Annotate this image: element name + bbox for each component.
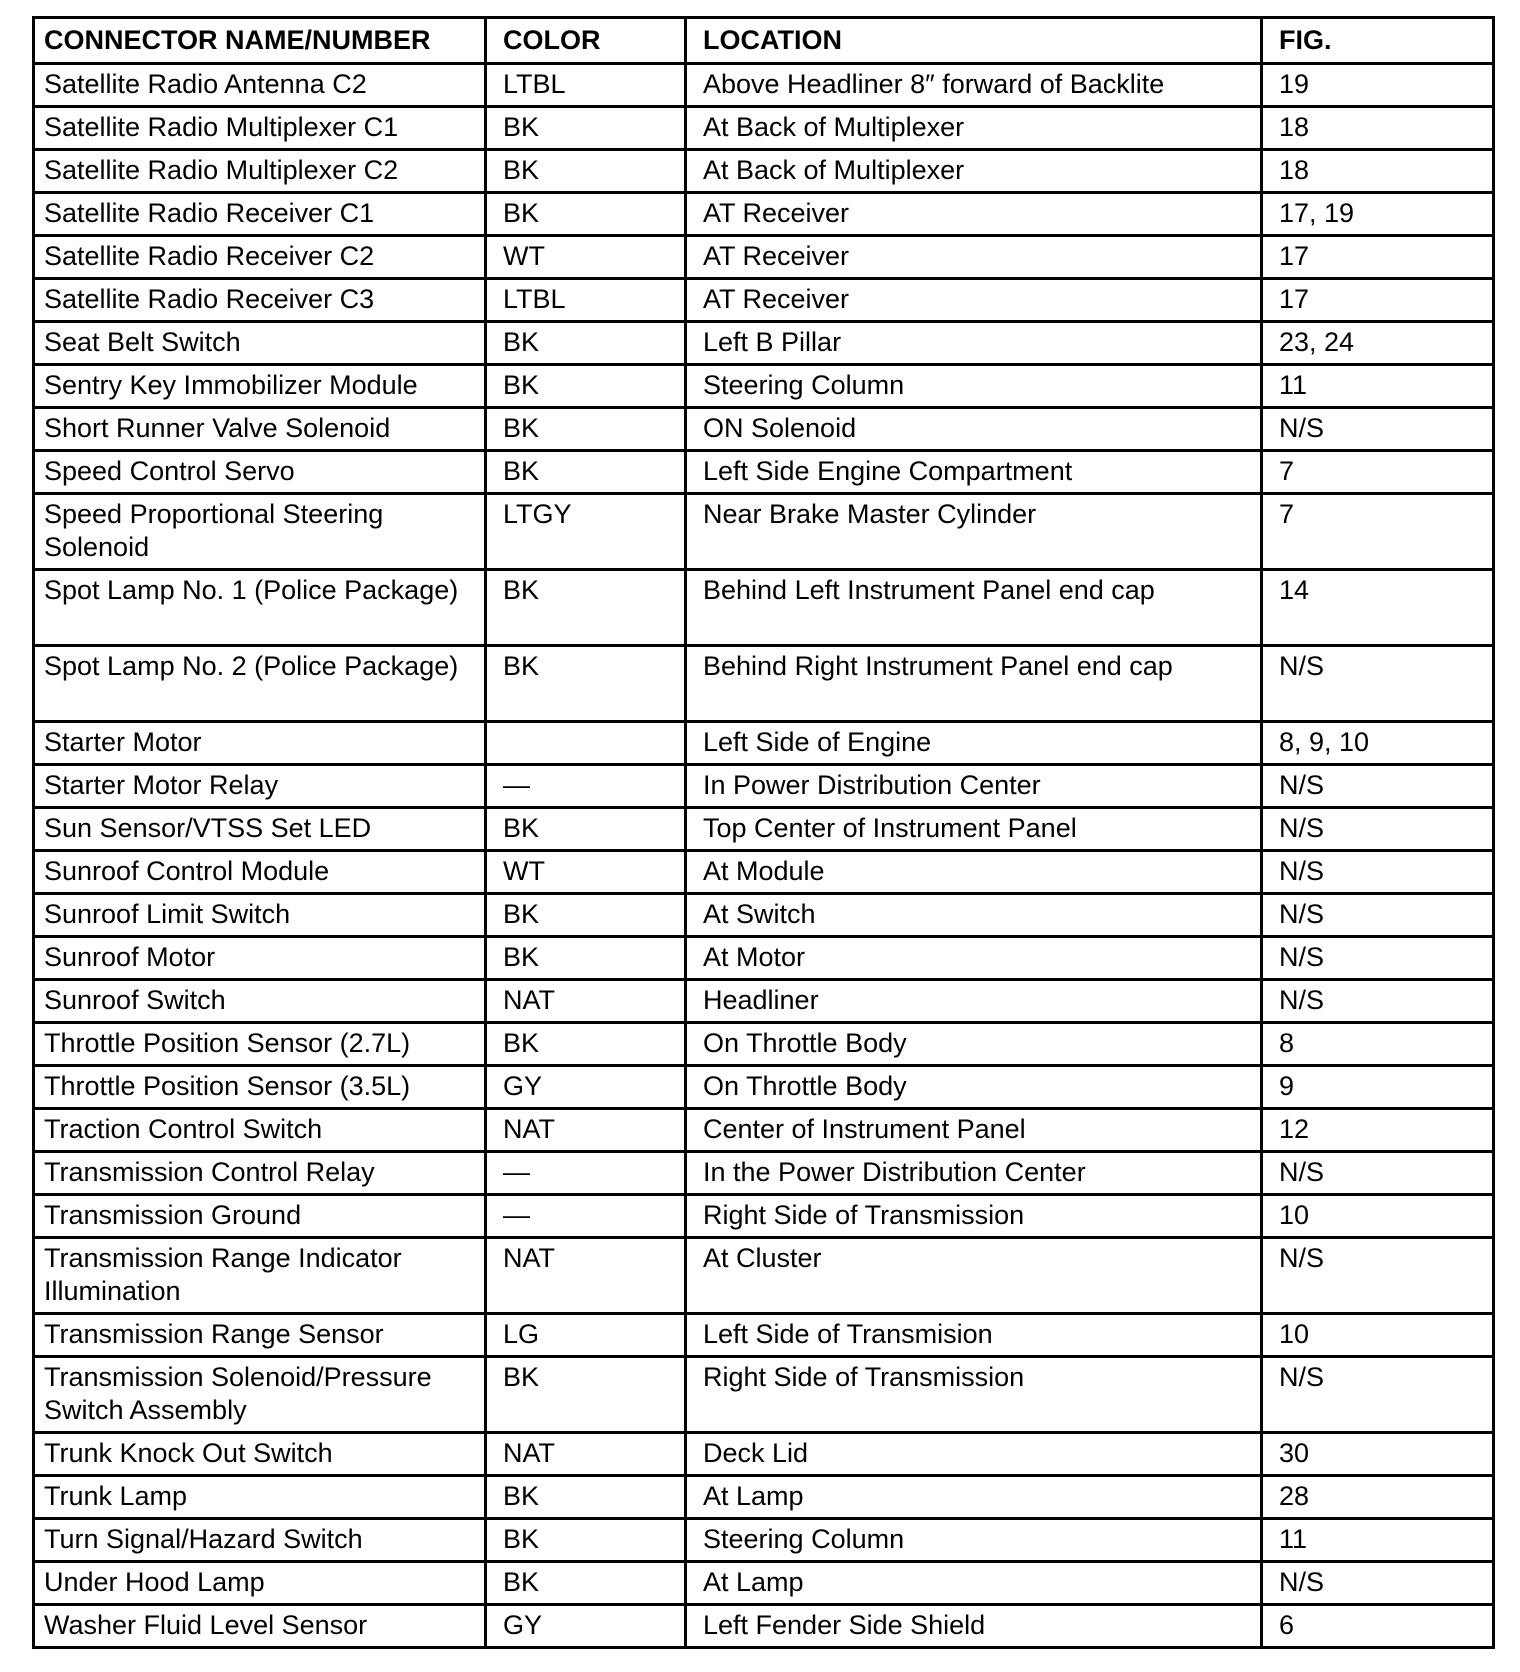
header-connector-name: CONNECTOR NAME/NUMBER [34,18,486,64]
cell-connector-name: Washer Fluid Level Sensor [34,1605,486,1648]
cell-fig: 18 [1262,107,1494,150]
cell-location: Headliner [686,980,1262,1023]
cell-color: BK [486,408,686,451]
cell-connector-name: Sun Sensor/VTSS Set LED [34,808,486,851]
cell-location: Right Side of Transmission [686,1195,1262,1238]
table-row [34,1109,1494,1152]
table-row [34,765,1494,808]
cell-color: — [486,1152,686,1195]
cell-connector-name: Satellite Radio Receiver C3 [34,279,486,322]
cell-color: BK [486,1519,686,1562]
cell-connector-name: Satellite Radio Receiver C1 [34,193,486,236]
cell-color: NAT [486,1433,686,1476]
cell-connector-name: Sunroof Motor [34,937,486,980]
table-row [34,1476,1494,1519]
cell-fig: N/S [1262,1562,1494,1605]
cell-color: BK [486,894,686,937]
cell-location: Steering Column [686,365,1262,408]
cell-location: Deck Lid [686,1433,1262,1476]
cell-color: BK [486,646,686,722]
cell-connector-name: Sunroof Control Module [34,851,486,894]
table-body [34,64,1494,1648]
cell-fig: N/S [1262,937,1494,980]
cell-location: AT Receiver [686,279,1262,322]
table-row [34,1519,1494,1562]
cell-fig: N/S [1262,808,1494,851]
header-fig: FIG. [1262,18,1494,64]
cell-location: At Back of Multiplexer [686,107,1262,150]
cell-color: LG [486,1314,686,1357]
cell-fig: 11 [1262,365,1494,408]
cell-connector-name: Starter Motor Relay [34,765,486,808]
cell-location: At Lamp [686,1562,1262,1605]
cell-color: BK [486,193,686,236]
cell-connector-name: Satellite Radio Multiplexer C1 [34,107,486,150]
cell-color: BK [486,1476,686,1519]
cell-fig: 28 [1262,1476,1494,1519]
cell-color: — [486,765,686,808]
cell-color: GY [486,1066,686,1109]
table-row [34,236,1494,279]
cell-connector-name: Satellite Radio Receiver C2 [34,236,486,279]
cell-fig: 30 [1262,1433,1494,1476]
cell-color: BK [486,365,686,408]
cell-fig: 14 [1262,570,1494,646]
cell-color: BK [486,107,686,150]
cell-location: At Lamp [686,1476,1262,1519]
cell-fig: 8 [1262,1023,1494,1066]
cell-fig: 18 [1262,150,1494,193]
connector-location-table [32,16,1495,1649]
cell-location: Steering Column [686,1519,1262,1562]
table-row [34,193,1494,236]
cell-location: In Power Distribution Center [686,765,1262,808]
table-row [34,1605,1494,1648]
cell-fig: 10 [1262,1314,1494,1357]
cell-location: In the Power Distribution Center [686,1152,1262,1195]
table-row [34,1238,1494,1314]
table-row [34,451,1494,494]
cell-connector-name: Transmission Solenoid/Pressure Switch Assembly [34,1357,486,1433]
cell-location: Behind Right Instrument Panel end cap [686,646,1262,722]
cell-location: Above Headliner 8″ forward of Backlite [686,64,1262,107]
table-row [34,894,1494,937]
cell-location: At Motor [686,937,1262,980]
cell-connector-name: Transmission Range Sensor [34,1314,486,1357]
table-row [34,1357,1494,1433]
cell-connector-name: Throttle Position Sensor (3.5L) [34,1066,486,1109]
cell-location: On Throttle Body [686,1023,1262,1066]
table-row [34,279,1494,322]
table-row [34,722,1494,765]
table-row [34,322,1494,365]
cell-fig: 19 [1262,64,1494,107]
cell-location: At Cluster [686,1238,1262,1314]
cell-color: GY [486,1605,686,1648]
cell-fig: N/S [1262,1152,1494,1195]
header-location: LOCATION [686,18,1262,64]
cell-color: BK [486,451,686,494]
table-row [34,851,1494,894]
cell-color: BK [486,150,686,193]
cell-connector-name: Transmission Control Relay [34,1152,486,1195]
cell-fig: 8, 9, 10 [1262,722,1494,765]
table-row [34,1562,1494,1605]
table-row [34,808,1494,851]
cell-connector-name: Throttle Position Sensor (2.7L) [34,1023,486,1066]
table-row [34,646,1494,722]
cell-connector-name: Speed Proportional Steering Solenoid [34,494,486,570]
table-row [34,1152,1494,1195]
cell-location: Left Side of Engine [686,722,1262,765]
cell-location: AT Receiver [686,236,1262,279]
cell-color: WT [486,851,686,894]
cell-connector-name: Transmission Range Indicator Illumination [34,1238,486,1314]
cell-connector-name: Short Runner Valve Solenoid [34,408,486,451]
cell-fig: 17 [1262,236,1494,279]
cell-color: NAT [486,1109,686,1152]
cell-connector-name: Starter Motor [34,722,486,765]
table-row [34,494,1494,570]
table-row [34,1023,1494,1066]
cell-location: Left B Pillar [686,322,1262,365]
table-row [34,408,1494,451]
table-row [34,150,1494,193]
cell-fig: 6 [1262,1605,1494,1648]
cell-color: NAT [486,1238,686,1314]
table-header-row [34,18,1494,64]
cell-connector-name: Spot Lamp No. 2 (Police Package) [34,646,486,722]
table-row [34,1066,1494,1109]
cell-location: Behind Left Instrument Panel end cap [686,570,1262,646]
cell-location: AT Receiver [686,193,1262,236]
cell-fig: 23, 24 [1262,322,1494,365]
table-row [34,570,1494,646]
cell-connector-name: Sunroof Switch [34,980,486,1023]
cell-fig: 11 [1262,1519,1494,1562]
cell-fig: 12 [1262,1109,1494,1152]
cell-location: Right Side of Transmission [686,1357,1262,1433]
cell-color: BK [486,570,686,646]
cell-location: Left Side Engine Compartment [686,451,1262,494]
cell-connector-name: Traction Control Switch [34,1109,486,1152]
cell-color: BK [486,1357,686,1433]
table-row [34,980,1494,1023]
table-row [34,1314,1494,1357]
cell-location: Near Brake Master Cylinder [686,494,1262,570]
cell-color: LTBL [486,279,686,322]
cell-fig: 7 [1262,494,1494,570]
connector-table-sheet [32,16,1492,1649]
table-row [34,107,1494,150]
cell-location: At Switch [686,894,1262,937]
cell-connector-name: Satellite Radio Multiplexer C2 [34,150,486,193]
cell-fig: N/S [1262,765,1494,808]
cell-connector-name: Turn Signal/Hazard Switch [34,1519,486,1562]
cell-fig: N/S [1262,894,1494,937]
cell-location: Left Fender Side Shield [686,1605,1262,1648]
cell-fig: N/S [1262,1357,1494,1433]
cell-location: At Module [686,851,1262,894]
cell-fig: N/S [1262,1238,1494,1314]
cell-color: BK [486,1023,686,1066]
cell-connector-name: Under Hood Lamp [34,1562,486,1605]
cell-fig: N/S [1262,408,1494,451]
cell-connector-name: Seat Belt Switch [34,322,486,365]
cell-location: Top Center of Instrument Panel [686,808,1262,851]
cell-connector-name: Trunk Knock Out Switch [34,1433,486,1476]
header-color: COLOR [486,18,686,64]
cell-fig: 17, 19 [1262,193,1494,236]
cell-color: NAT [486,980,686,1023]
cell-location: ON Solenoid [686,408,1262,451]
cell-connector-name: Speed Control Servo [34,451,486,494]
table-row [34,365,1494,408]
cell-fig: N/S [1262,646,1494,722]
cell-color: WT [486,236,686,279]
cell-connector-name: Sentry Key Immobilizer Module [34,365,486,408]
cell-color: BK [486,322,686,365]
table-row [34,937,1494,980]
table-row [34,1195,1494,1238]
cell-fig: 17 [1262,279,1494,322]
cell-color: BK [486,1562,686,1605]
cell-fig: 10 [1262,1195,1494,1238]
cell-connector-name: Sunroof Limit Switch [34,894,486,937]
cell-location: On Throttle Body [686,1066,1262,1109]
cell-connector-name: Transmission Ground [34,1195,486,1238]
cell-color: LTBL [486,64,686,107]
cell-color: — [486,1195,686,1238]
cell-color: LTGY [486,494,686,570]
cell-color [486,722,686,765]
cell-connector-name: Trunk Lamp [34,1476,486,1519]
cell-color: BK [486,937,686,980]
cell-fig: N/S [1262,851,1494,894]
cell-fig: 7 [1262,451,1494,494]
cell-location: Left Side of Transmision [686,1314,1262,1357]
cell-location: Center of Instrument Panel [686,1109,1262,1152]
cell-connector-name: Satellite Radio Antenna C2 [34,64,486,107]
cell-location: At Back of Multiplexer [686,150,1262,193]
table-row [34,1433,1494,1476]
cell-fig: 9 [1262,1066,1494,1109]
cell-fig: N/S [1262,980,1494,1023]
cell-color: BK [486,808,686,851]
table-row [34,64,1494,107]
cell-connector-name: Spot Lamp No. 1 (Police Package) [34,570,486,646]
